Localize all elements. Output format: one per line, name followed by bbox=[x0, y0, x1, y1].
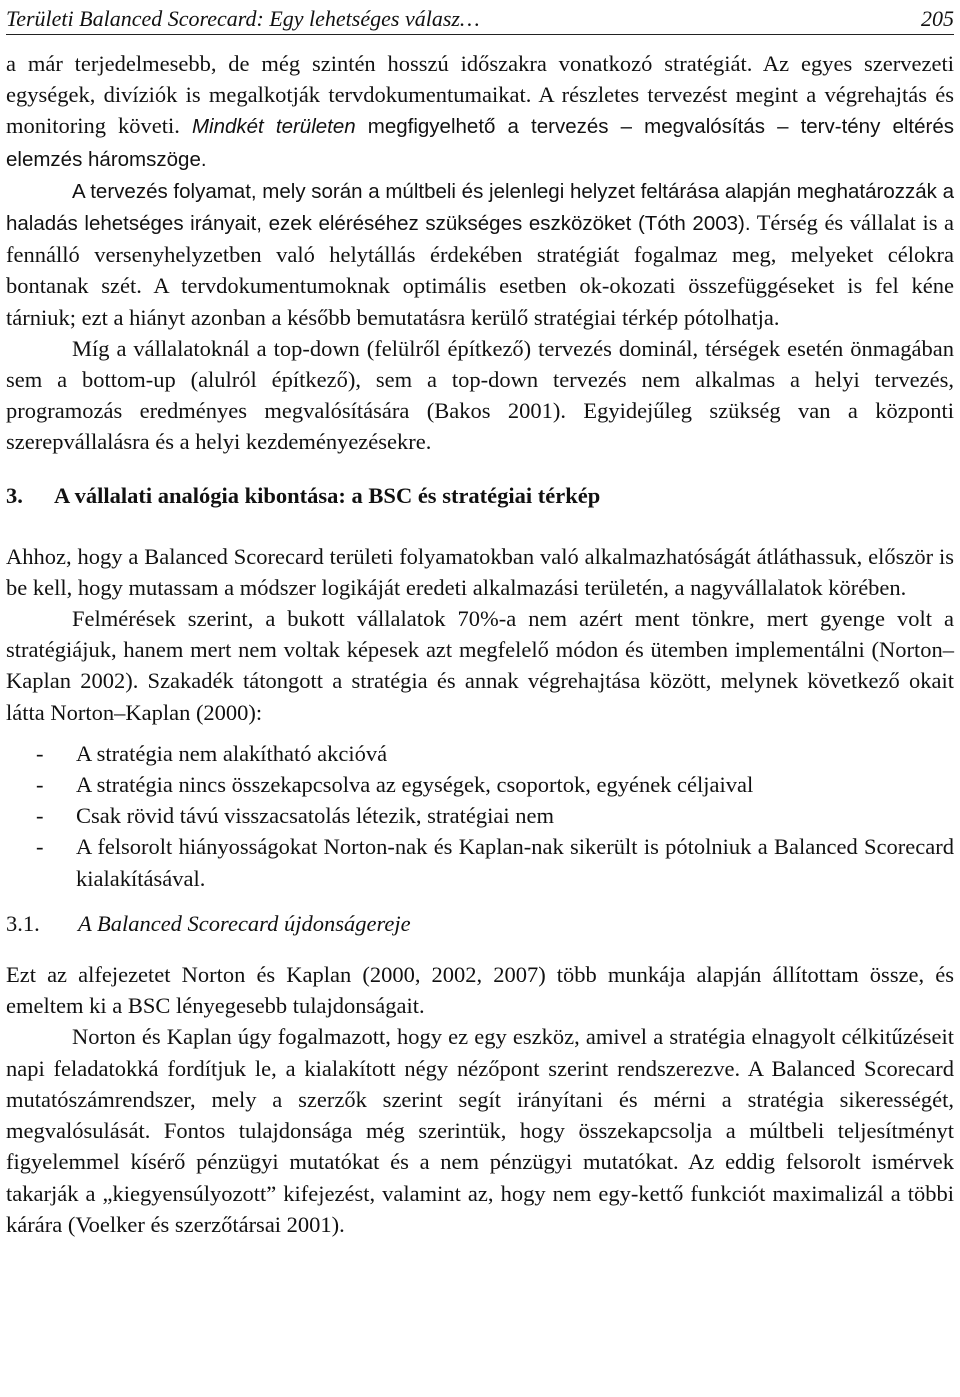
subsection-title: A Balanced Scorecard újdonságereje bbox=[78, 910, 411, 936]
section-title: A vállalati analógia kibontása: a BSC és stratégiai térkép bbox=[54, 482, 601, 508]
paragraph-2-serif: Térség és vállalat is a fennálló versenyhelyzetben való helytállás érdekében stratégiát fogalmaz meg, melyeket célokra bontanak szét. A tervdokumentumoknak optimális esetben ok-okozati összefüggéseket is fel kéne tárniuk; ezt a hiányt azonban a később bemutatásra kerülő stratégiai térkép pótolhatja. bbox=[6, 210, 954, 330]
list-item-text: A stratégia nem alakítható akcióvá bbox=[76, 740, 388, 766]
paragraph-4: Ahhoz, hogy a Balanced Scorecard területi folyamatokban való alkalmazhatóságát átláthassuk, először is be kell, hogy mutassam a módszer logikáját eredeti alkalmazási területén, a nagyvállalatok körében. bbox=[6, 543, 954, 600]
section-heading-3 bbox=[6, 480, 954, 511]
paragraph-5: Felmérések szerint, a bukott vállalatok 70%-a nem azért ment tönkre, mert gyenge volt a stratégiájuk, hanem mert nem voltak képesek azt megfelelő módon és ütemben implementálni (Norton–Kaplan 2002). Szakadék tátongott a stratégia és annak végrehajtása között, melynek következő okait látta Norton–Kaplan (2000): bbox=[6, 606, 954, 725]
paragraph-1 bbox=[6, 48, 954, 175]
running-header bbox=[6, 2, 954, 35]
reasons-list bbox=[6, 738, 954, 894]
list-item-text: A stratégia nincs összekapcsolva az egységek, csoportok, egyének céljaival bbox=[76, 772, 754, 798]
subsection-heading-3-1 bbox=[6, 908, 954, 939]
paragraph-1-serif: a már terjedelmesebb, de még szintén hosszú időszakra vonatkozó stratégiát. Az egyes szervezeti egységek, divíziók is megalkotják tervdokumentumaikat. A részletes tervezést megint a végrehajtás és monitoring követi. bbox=[6, 51, 954, 139]
list-item bbox=[6, 769, 954, 800]
list-dash: - bbox=[36, 803, 44, 829]
list-dash: - bbox=[36, 772, 44, 798]
list-dash: - bbox=[36, 740, 44, 766]
subsection-number: 3.1. bbox=[6, 910, 40, 936]
paragraph-3: Míg a vállalatoknál a top-down (felülről építkező) tervezés dominál, térségek esetén önmagában sem a bottom-up (alulról építkező), sem a top-down tervezés nem alkalmas a helyi tervezés, programozás eredményes megvalósítására (Bakos 2001). Egyidejűleg szükség van a központi szerepvállalásra és a helyi kezdeményezésekre. bbox=[6, 335, 954, 455]
paragraph-7: Norton és Kaplan úgy fogalmazott, hogy ez egy eszköz, amivel a stratégia elnagyolt célkitűzéseit napi feladatokká fordítjuk le, a kialakított négy nézőpont szerint rendszerezve. A Balanced Scorecard mutatószámrendszer, mely a szerzők szerint segít irányítani és mérni a stratégia sikerességét, megvalósulását. Fontos tulajdonsága még szerintük, hogy összekapcsolja a múltbeli teljesítményt figyelemmel kísérő pénzügyi mutatókat és a nem pénzügyi mutatókat. Az eddig felsorolt ismérvek takarják a „kiegyensúlyozott” kifejezést, valamint az, hogy nem egy-kettő funkciót maximalizál a többi kárára (Voelker és szerzőtársai 2001). bbox=[6, 1024, 954, 1237]
paragraph-1-sans: megfigyelhető a tervezés – megvalósítás – terv-tény eltérés elemzés háromszöge. bbox=[6, 115, 954, 171]
paragraph-2 bbox=[6, 175, 954, 333]
list-dash: - bbox=[36, 834, 44, 860]
paragraph-2-sans: A tervezés folyamat, mely során a múltbeli és jelenlegi helyzet feltárása alapján meghatározzák a haladás lehetséges irányait, ezek eléréséhez szükséges eszközöket (Tóth 2003). bbox=[6, 179, 954, 236]
header-title: Területi Balanced Scorecard: Egy lehetséges válasz… bbox=[6, 6, 480, 31]
body-text bbox=[6, 48, 954, 1240]
list-item bbox=[6, 831, 954, 893]
paragraph-6: Ezt az alfejezetet Norton és Kaplan (2000, 2002, 2007) több munkája alapján állítottam össze, és emeltem ki a BSC lényegesebb tulajdonságait. bbox=[6, 962, 954, 1019]
list-item bbox=[6, 738, 954, 769]
page-number: 205 bbox=[921, 6, 954, 31]
list-item-text: Csak rövid távú visszacsatolás létezik, stratégiai nem bbox=[76, 803, 554, 829]
paragraph-1-sans-italic: Mindkét területen bbox=[191, 115, 356, 139]
section-number: 3. bbox=[6, 482, 23, 508]
list-item-text: A felsorolt hiányosságokat Norton-nak és Kaplan-nak sikerült is pótolniuk a Balanced Scorecard kialakításával. bbox=[76, 834, 954, 891]
list-item bbox=[6, 800, 954, 831]
